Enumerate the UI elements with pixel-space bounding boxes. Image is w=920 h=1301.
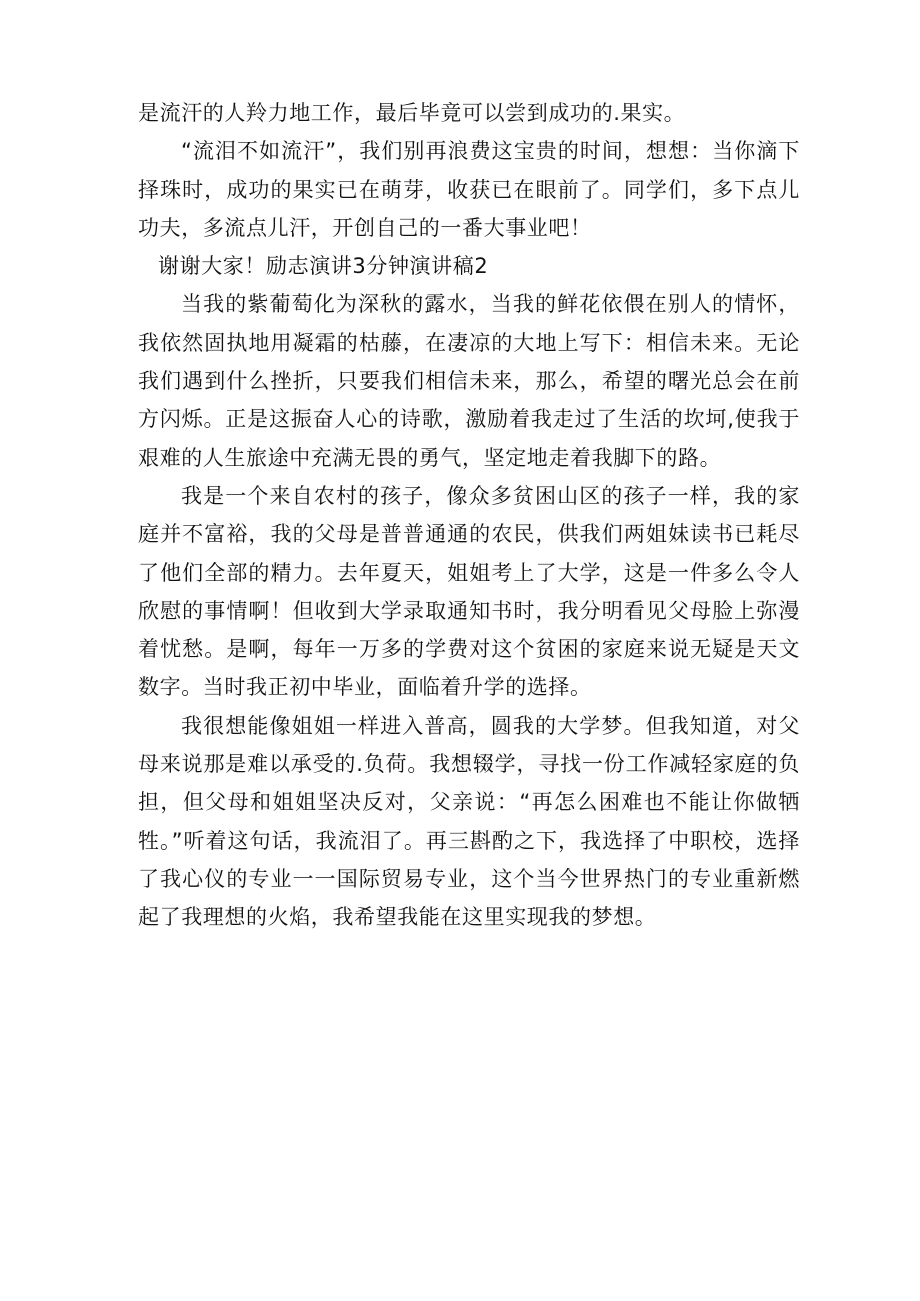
paragraph-2: “流泪不如流汗”，我们别再浪费这宝贵的时间，想想：当你滴下择珠时，成功的果实已在萌芽，收获已在眼前了。同学们，多下点儿功夫，多流点儿汗，开创自己的一番大事业吧！: [138, 139, 800, 240]
paragraph-5: 我很想能像姐姐一样进入普高，圆我的大学梦。但我知道，对父母来说那是难以承受的.负荷。我想辍学，寻找一份工作减轻家庭的负担，但父母和姐姐坚决反对，父亲说：“再怎么困难也不能让你做牺牲。”听着这句话，我流泪了。再三斟酌之下，我选择了中职校，选择了我心仪的专业一一国际贸易专业，这个当今世界热门的专业重新燃起了我理想的火焰，我希望我能在这里实现我的梦想。: [138, 713, 800, 930]
section-heading: 谢谢大家！励志演讲3分钟演讲稿2: [158, 254, 489, 279]
paragraph-4: 我是一个来自农村的孩子，像众多贫困山区的孩子一样，我的家庭并不富裕，我的父母是普普通通的农民，供我们两姐妹读书已耗尽了他们全部的精力。去年夏天，姐姐考上了大学，这是一件多么令人欣慰的事情啊！但收到大学录取通知书时，我分明看见父母脸上弥漫着忧愁。是啊，每年一万多的学费对这个贫困的家庭来说无疑是天文数字。当时我正初中毕业，面临着升学的选择。: [138, 483, 800, 700]
paragraph-1: 是流汗的人羚力地工作，最后毕竟可以尝到成功的.果实。: [138, 101, 686, 125]
document-body: [138, 94, 800, 937]
paragraph-3: 当我的紫葡萄化为深秋的露水，当我的鲜花依偎在别人的情怀，我依然固执地用凝霜的枯藤，在凄凉的大地上写下：相信未来。无论我们遇到什么挫折，只要我们相信未来，那么，希望的曙光总会在前方闪烁。正是这振奋人心的诗歌，激励着我走过了生活的坎坷,使我于艰难的人生旅途中充满无畏的勇气，坚定地走着我脚下的路。: [138, 292, 800, 470]
